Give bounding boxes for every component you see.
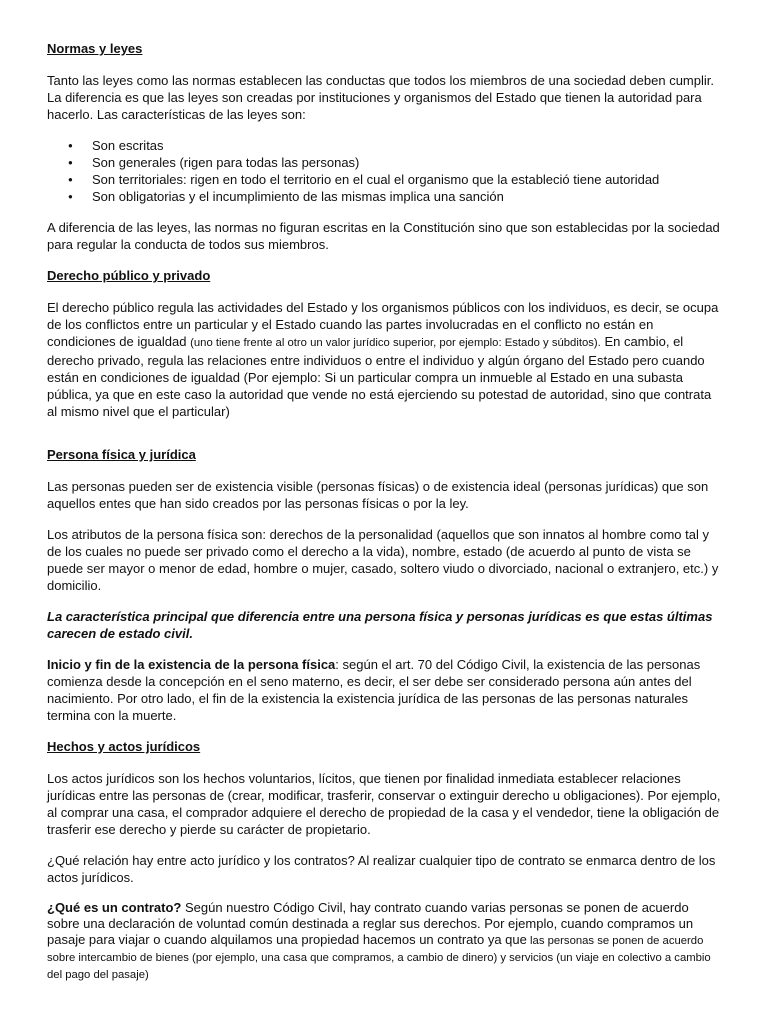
paragraph-hechos-2: ¿Qué relación hay entre acto jurídico y los contratos? Al realizar cualquier tipo de contrato se enmarca dentro de los actos jurídicos.	[47, 853, 716, 885]
list-item: ● Son generales (rigen para todas las personas)	[47, 154, 722, 171]
paragraph-persona-1: Las personas pueden ser de existencia visible (personas físicas) o de existencia ideal (personas jurídicas) que son aquellos entes que han sido creados por las personas físicas o por la ley.	[47, 479, 709, 511]
paragraph-persona-2: Los atributos de la persona física son: derechos de la personalidad (aquellos que son innatos al hombre como tal y de los cuales no puede ser privado como el derecho a la vida), nombre, estado (de acuerdo al punto de vista se puede ser mayor o menor de edad, hombre o mujer, casado, soltero viudo o divorciado, nacional o extranjero, etc.) y domicilio.	[47, 527, 719, 593]
derecho-text-b: En cambio, el derecho privado, regula las relaciones entre individuos o entre el individuo y algún órgano del Estado pero cuando están en condiciones de igualdad (Por ejemplo: Si un particular compra un inmueble al Estado en una subasta pública, ya que en este caso la autoridad que vende no está ejerciendo su potestad de autoridad, sino que contrata al mismo nivel que el particular)	[47, 334, 712, 419]
derecho-text-small: (uno tiene frente al otro un valor jurídico superior, por ejemplo: Estado y súbditos).	[190, 337, 601, 349]
contrato-text: Según nuestro Código Civil, hay contrato cuando varias personas se ponen de acuerdo sobre una declaración de voluntad común destinada a reglar sus derechos. Por ejemplo, cuando compramos un pasaje para viajar o cuando alquilamos una propiedad hacemos un contrato ya que	[47, 900, 694, 947]
list-item: ● Son territoriales: rigen en todo el territorio en el cual el organismo que la estableció tiene autoridad	[47, 171, 722, 188]
contrato-label: ¿Qué es un contrato?	[47, 900, 182, 915]
paragraph-normas-intro: Tanto las leyes como las normas establecen las conductas que todos los miembros de una sociedad deben cumplir. La diferencia es que las leyes son creadas por instituciones y organismos del Estado que tienen la autoridad para hacerlo. Las características de las leyes son:	[47, 73, 714, 122]
inicio-fin-label: Inicio y fin de la existencia de la persona física	[47, 657, 336, 672]
list-item: ● Son obligatorias y el incumplimiento de las mismas implica una sanción	[47, 188, 722, 205]
heading-normas-y-leyes: Normas y leyes	[47, 41, 143, 56]
derecho-text-a: El derecho público regula las actividades del Estado y los organismos públicos con los individuos, es decir, se ocupa de los conflictos entre un particular y el Estado cuando las partes involucradas en el conflicto no están en condiciones de igualdad	[47, 300, 719, 349]
heading-persona-fisica-juridica: Persona física y jurídica	[47, 447, 196, 462]
paragraph-inicio-fin	[47, 656, 722, 724]
section-spacer	[47, 434, 722, 446]
paragraph-contrato	[47, 900, 722, 983]
paragraph-derecho	[47, 299, 722, 420]
paragraph-hechos-1: Los actos jurídicos son los hechos voluntarios, lícitos, que tienen por finalidad inmediata establecer relaciones jurídicas entre las personas de (crear, modificar, trasferir, conservar o extinguir derecho u obligaciones). Por ejemplo, al comprar una casa, el comprador adquiere el derecho de propiedad de la casa y el vendedor, tiene la obligación de trasferir ese derecho y pierde su carácter de propietario.	[47, 771, 721, 837]
heading-derecho-publico-privado: Derecho público y privado	[47, 268, 211, 283]
leyes-characteristics-list	[47, 137, 722, 205]
contrato-text-small: las personas se ponen de acuerdo sobre intercambio de bienes (por ejemplo, una casa que compramos, a cambio de dinero) y servicios (un viaje en colectivo a cambio del pago del pasaje)	[47, 935, 711, 981]
paragraph-normas-closing: A diferencia de las leyes, las normas no figuran escritas en la Constitución sino que son establecidas por la sociedad para regular la conducta de todos sus miembros.	[47, 220, 720, 252]
list-item: ● Son escritas	[47, 137, 722, 154]
inicio-fin-text: : según el art. 70 del Código Civil, la existencia de las personas comienza desde la concepción en el seno materno, es decir, el ser debe ser considerado persona aún antes del nacimiento. Por otro lado, el fin de la existencia la existencia jurídica de las personas de las personas naturales termina con la muerte.	[47, 657, 701, 723]
heading-hechos-actos: Hechos y actos jurídicos	[47, 739, 201, 754]
paragraph-persona-emphasis: La característica principal que diferencia entre una persona física y personas jurídicas es que estas últimas carecen de estado civil.	[47, 609, 713, 641]
